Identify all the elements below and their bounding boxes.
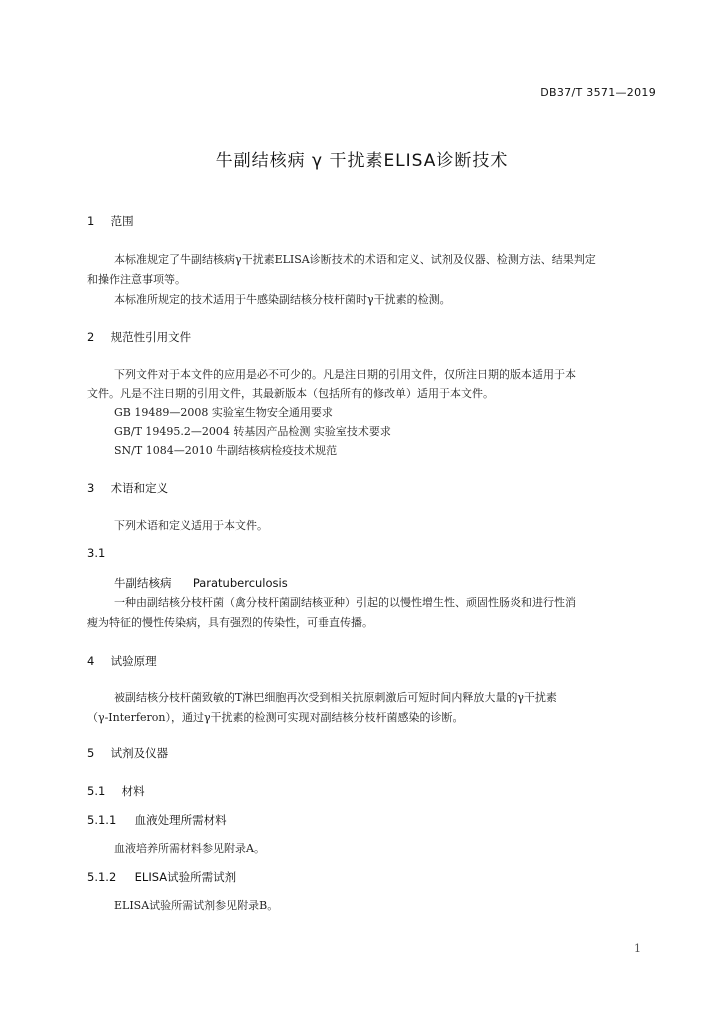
section-title: 血液处理所需材料 <box>134 813 227 827</box>
term-definition-line-2: 瘦为特征的慢性传染病，具有强烈的传染性，可垂直传播。 <box>87 616 373 629</box>
section-number: 4 <box>87 654 95 668</box>
page-number: 1 <box>634 942 641 955</box>
section-title: 范围 <box>110 214 134 228</box>
subsection-5-1-1-body: 血液培养所需材料参见附录A。 <box>114 842 265 855</box>
reference-item: GB/T 19495.2—2004 转基因产品检测 实验室技术要求 <box>114 425 391 438</box>
section-title: 规范性引用文件 <box>110 330 192 344</box>
term-english: Paratuberculosis <box>192 576 288 590</box>
section-title: 术语和定义 <box>110 481 169 495</box>
subsection-5-1-2-heading <box>87 869 236 885</box>
section-4-heading <box>87 653 157 669</box>
section-title: 试验原理 <box>110 654 157 668</box>
term-heading <box>114 575 288 591</box>
section-title: 试剂及仪器 <box>110 746 169 760</box>
reference-item: SN/T 1084—2010 牛副结核病检疫技术规范 <box>114 444 338 457</box>
section-1-paragraph-1-line-1: 本标准规定了牛副结核病γ干扰素ELISA诊断技术的术语和定义、试剂及仪器、检测方法、结果判定 <box>114 253 596 266</box>
section-number: 2 <box>87 330 95 344</box>
section-number: 3 <box>87 481 95 495</box>
subsection-5-1-1-heading <box>87 812 227 828</box>
section-1-paragraph-1-line-2: 和操作注意事项等。 <box>87 273 186 286</box>
section-1-heading <box>87 213 134 229</box>
section-number: 5.1.1 <box>87 813 117 827</box>
section-number: 5 <box>87 746 95 760</box>
subsection-5-1-2-body: ELISA试验所需试剂参见附录B。 <box>114 899 279 912</box>
term-chinese: 牛副结核病 <box>114 576 172 590</box>
reference-item: GB 19489—2008 实验室生物安全通用要求 <box>114 406 333 419</box>
section-3-heading <box>87 480 168 496</box>
section-title: ELISA试验所需试剂 <box>134 870 237 884</box>
section-5-heading <box>87 745 168 761</box>
section-number: 1 <box>87 214 95 228</box>
section-4-paragraph-line-1: 被副结核分枝杆菌致敏的T淋巴细胞再次受到相关抗原刺激后可短时间内释放大量的γ干扰素 <box>114 691 557 704</box>
section-number: 5.1.2 <box>87 870 117 884</box>
document-title: 牛副结核病 γ 干扰素ELISA诊断技术 <box>215 151 509 171</box>
subsection-3-1-number: 3.1 <box>87 546 106 560</box>
section-3-paragraph: 下列术语和定义适用于本文件。 <box>114 519 268 532</box>
term-definition-line-1: 一种由副结核分枝杆菌（禽分枝杆菌副结核亚种）引起的以慢性增生性、顽固性肠炎和进行性消 <box>114 596 576 609</box>
standard-code: DB37/T 3571—2019 <box>540 86 656 99</box>
section-4-paragraph-line-2: （γ-Interferon），通过γ干扰素的检测可实现对副结核分枝杆菌感染的诊断。 <box>87 711 464 724</box>
subsection-5-1-heading <box>87 783 145 799</box>
section-title: 材料 <box>121 784 145 798</box>
section-2-paragraph-line-1: 下列文件对于本文件的应用是必不可少的。凡是注日期的引用文件，仅所注日期的版本适用于本 <box>114 368 576 381</box>
section-2-heading <box>87 329 191 345</box>
section-2-paragraph-line-2: 文件。凡是不注日期的引用文件，其最新版本（包括所有的修改单）适用于本文件。 <box>87 387 494 400</box>
section-number: 5.1 <box>87 784 106 798</box>
section-1-paragraph-2: 本标准所规定的技术适用于牛感染副结核分枝杆菌时γ干扰素的检测。 <box>114 293 451 306</box>
